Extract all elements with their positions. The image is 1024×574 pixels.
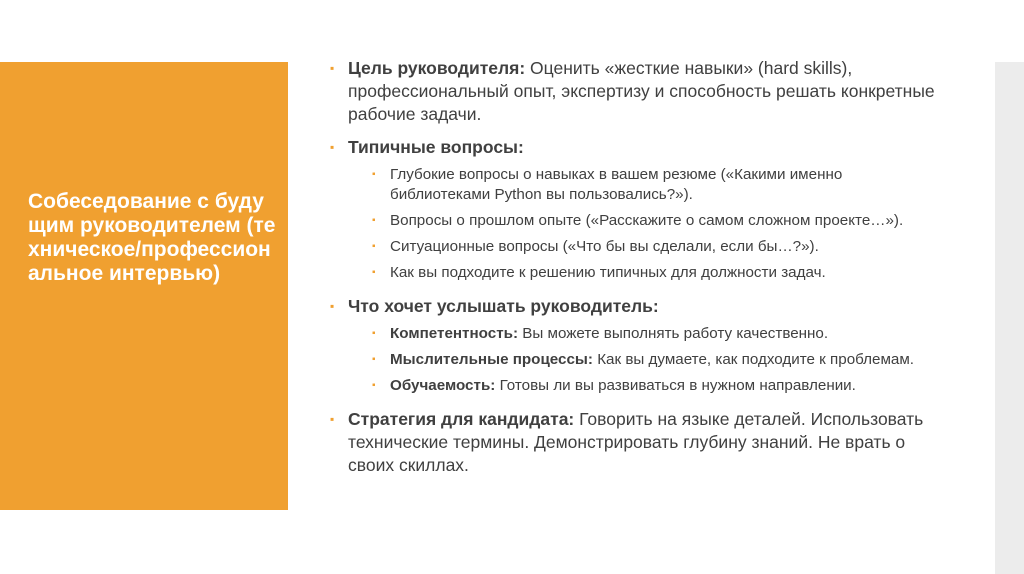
group-wants-to-hear (330, 295, 940, 396)
bullet-icon: ▪ (372, 241, 376, 252)
sub-bullet-text: Вопросы о прошлом опыте («Расскажите о самом сложном проекте…»). (390, 212, 904, 229)
bullet-icon: ▪ (372, 380, 376, 391)
bullet-icon: ▪ (330, 61, 335, 75)
bullet-icon: ▪ (372, 215, 376, 226)
bullet-term: Что хочет услышать руководитель: (348, 296, 659, 316)
sub-bullet (372, 350, 940, 370)
sub-bullet-term: Мыслительные процессы: (390, 351, 593, 368)
sub-bullet-text: Вы можете выполнять работу качественно. (518, 325, 829, 342)
sub-bullet-term: Компетентность: (390, 325, 519, 342)
sub-bullet-text: Ситуационные вопросы («Что бы вы сделали, если бы…?»). (390, 238, 819, 255)
bullet-icon: ▪ (372, 354, 376, 365)
slide-content (330, 57, 940, 487)
sub-bullet-text: Глубокие вопросы о навыках в вашем резюме («Какими именно библиотеками Python вы пользовались?»). (390, 166, 843, 203)
bullet-icon: ▪ (372, 169, 376, 180)
sub-bullet (372, 211, 940, 231)
bullet-text: Оценить «жесткие навыки» (hard skills), профессиональный опыт, экспертизу и способность решать конкретные рабочие задачи. (348, 58, 935, 124)
bullet-icon: ▪ (372, 267, 376, 278)
sub-bullet-text: Готовы ли вы развиваться в нужном направлении. (495, 377, 856, 394)
bullet-wants-to-hear (330, 295, 940, 318)
sub-bullet-term: Обучаемость: (390, 377, 496, 394)
bullet-goal (330, 57, 940, 126)
bullet-text: Говорить на языке деталей. Использовать технические термины. Демонстрировать глубину знаний. Не врать о своих скиллах. (348, 409, 924, 475)
bullet-strategy (330, 408, 940, 477)
sub-bullet (372, 324, 940, 344)
scrollbar-track[interactable] (995, 62, 1024, 574)
title-panel (0, 62, 288, 510)
sub-bullet (372, 165, 940, 205)
sub-bullet (372, 376, 940, 396)
bullet-icon: ▪ (330, 412, 335, 426)
bullet-icon: ▪ (372, 328, 376, 339)
sub-bullet-text: Как вы подходите к решению типичных для должности задач. (390, 264, 826, 281)
bullet-icon: ▪ (330, 140, 335, 154)
bullet-term: Стратегия для кандидата: (348, 409, 575, 429)
bullet-icon: ▪ (330, 299, 335, 313)
bullet-term: Цель руководителя: (348, 58, 526, 78)
sub-bullet (372, 263, 940, 283)
bullet-typical-questions (330, 136, 940, 159)
group-typical-questions (330, 136, 940, 283)
slide-title: Собеседование с будущим руководителем (техническое/профессиональное интервью) (28, 190, 276, 285)
bullet-term: Типичные вопросы: (348, 137, 524, 157)
sub-bullet-text: Как вы думаете, как подходите к проблемам. (592, 351, 915, 368)
sub-bullet (372, 237, 940, 257)
